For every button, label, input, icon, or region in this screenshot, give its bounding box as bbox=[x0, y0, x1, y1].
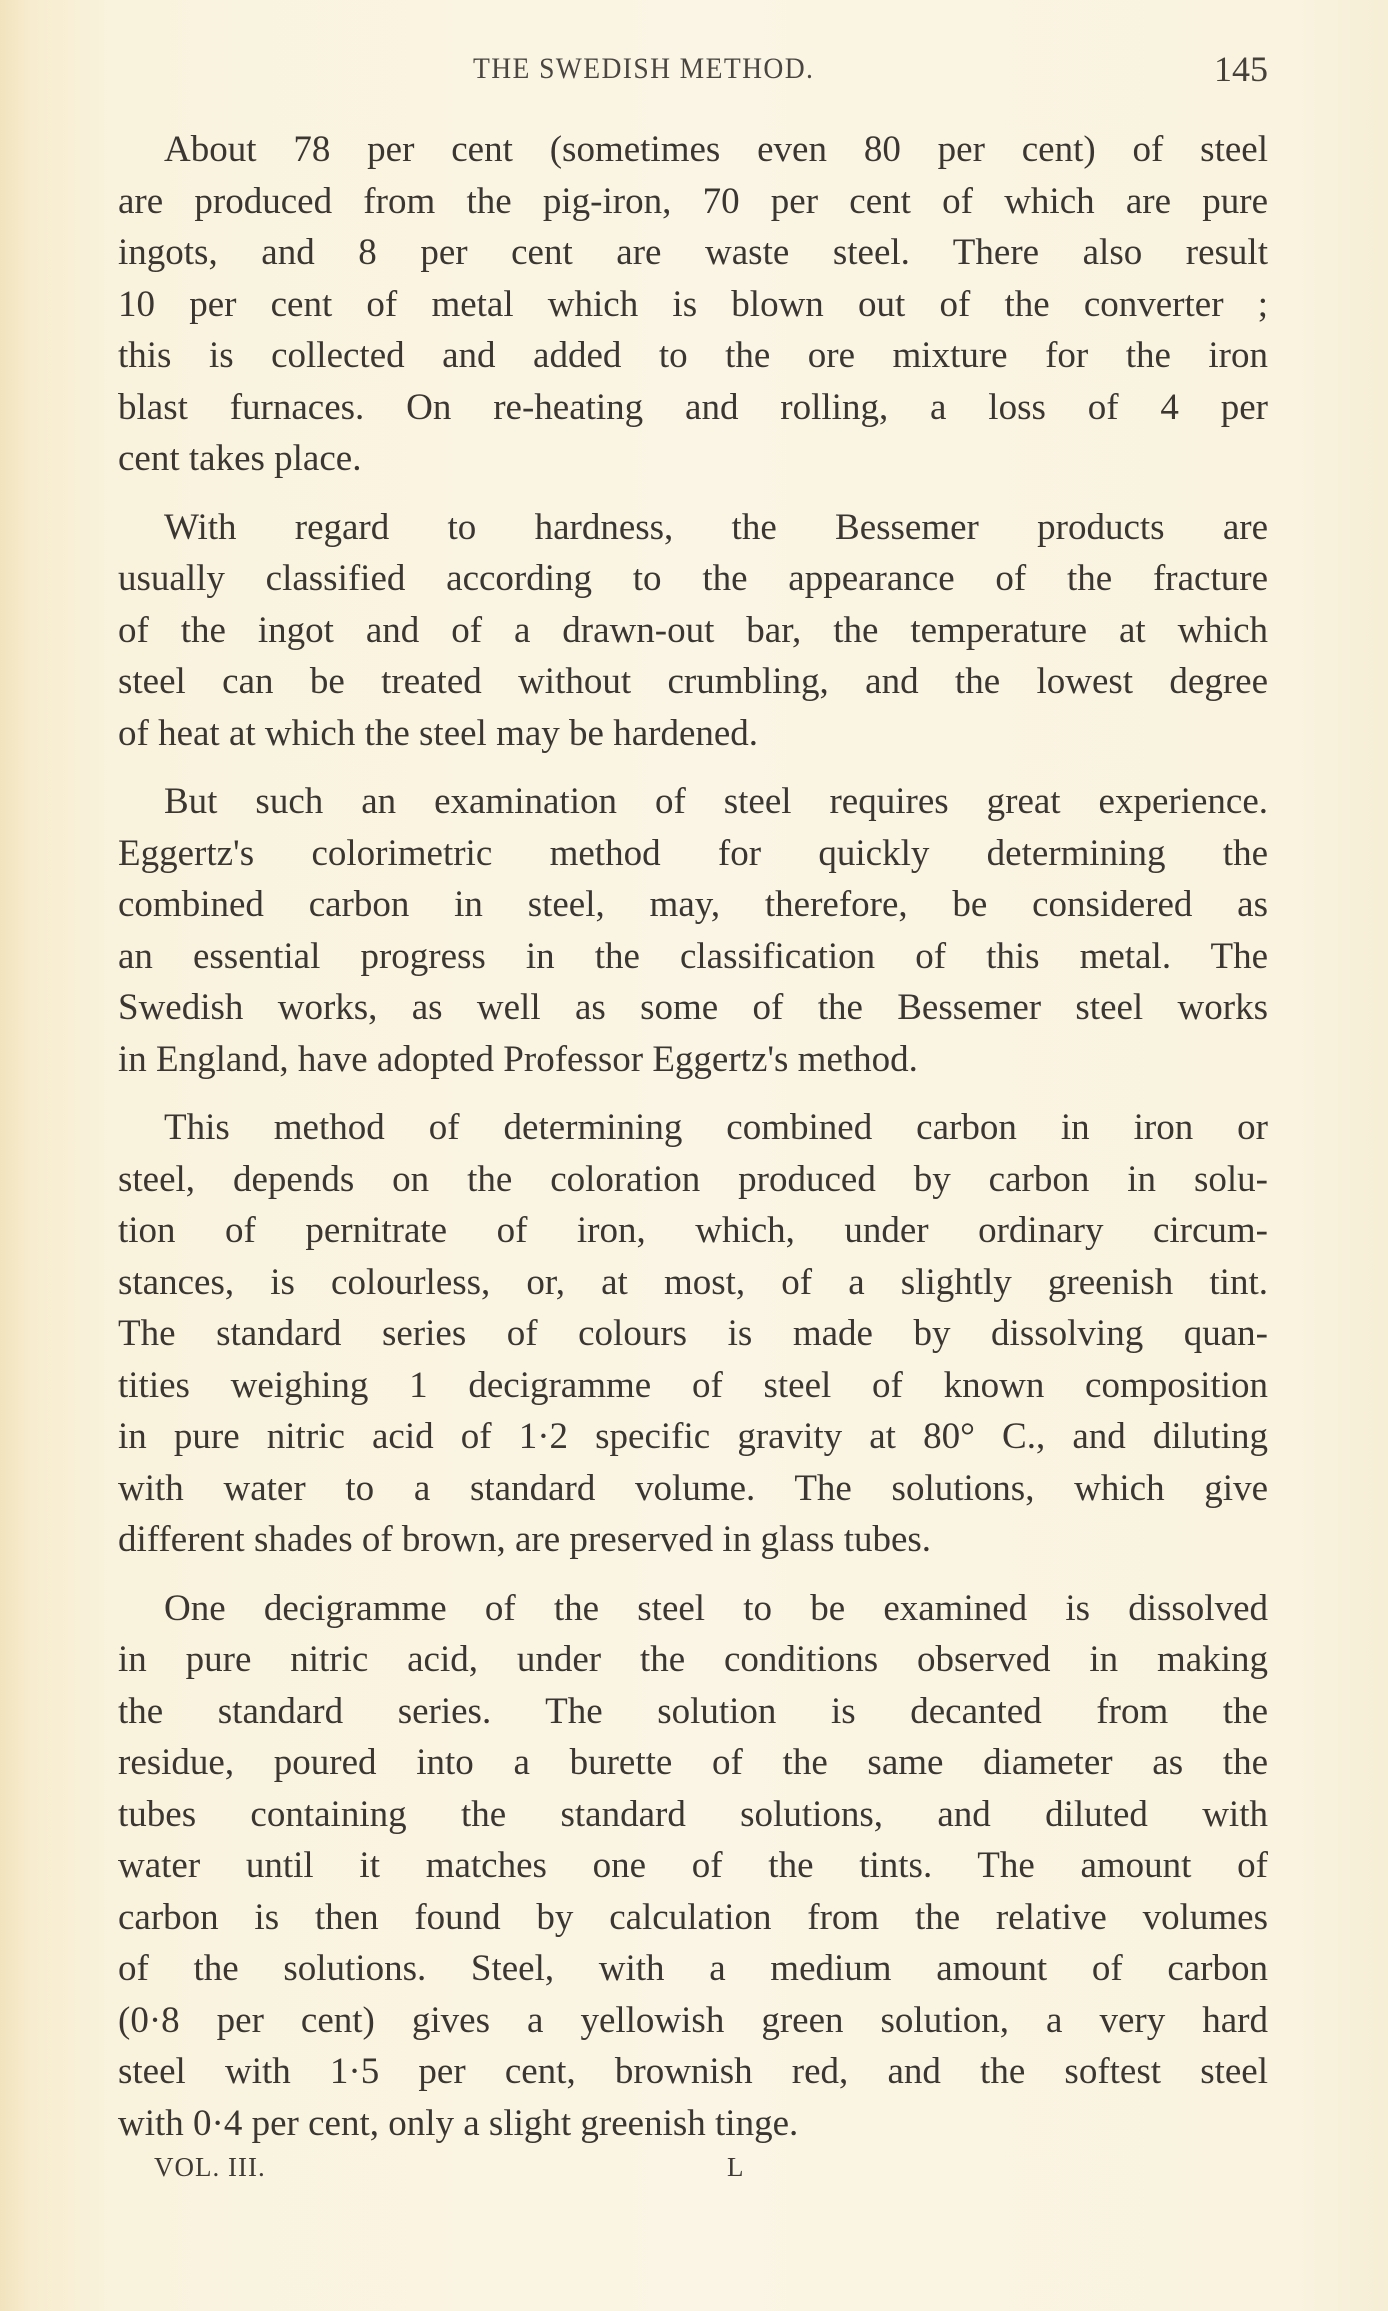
paragraph-coloration bbox=[118, 1102, 1268, 1566]
signature-mark: L bbox=[727, 2152, 745, 2182]
text-line: tubes containing the standard solutions, and diluted with bbox=[118, 1793, 1268, 1835]
text-line: of the ingot and of a drawn-out bar, the temperature at which bbox=[118, 609, 1268, 651]
text-line: in pure nitric acid of 1·2 specific gravity at 80° C., and diluting bbox=[118, 1416, 1268, 1457]
text-line: One decigramme of the steel to be examined is dissolved bbox=[164, 1587, 1268, 1629]
text-line: stances, is colourless, or, at most, of a slightly greenish tint. bbox=[118, 1261, 1268, 1303]
text-line: steel with 1·5 per cent, brownish red, and the softest steel bbox=[118, 2051, 1268, 2092]
paragraph-yield bbox=[118, 124, 1268, 485]
paragraph-hardness bbox=[118, 502, 1268, 760]
text-line: different shades of brown, are preserved in glass tubes. bbox=[118, 1519, 932, 1560]
text-line: with water to a standard volume. The solutions, which give bbox=[118, 1467, 1268, 1509]
text-line: steel can be treated without crumbling, and the lowest degree bbox=[118, 661, 1268, 702]
text-line: in England, have adopted Professor Eggertz's method. bbox=[118, 1038, 918, 1080]
text-line: of the solutions. Steel, with a medium amount of carbon bbox=[118, 1948, 1268, 1989]
page-footer bbox=[154, 2152, 1154, 2192]
text-line: blast furnaces. On re-heating and rolling, a loss of 4 per bbox=[118, 386, 1268, 428]
text-line: cent takes place. bbox=[118, 438, 362, 479]
text-line: in pure nitric acid, under the conditions observed in making bbox=[118, 1639, 1268, 1680]
text-line: water until it matches one of the tints. The amount of bbox=[118, 1845, 1268, 1886]
text-line: But such an examination of steel requires great experience. bbox=[164, 781, 1268, 822]
text-line: The standard series of colours is made by dissolving quan- bbox=[118, 1313, 1268, 1354]
text-line: Swedish works, as well as some of the Bessemer steel works bbox=[118, 987, 1268, 1028]
text-line: this is collected and added to the ore mixture for the iron bbox=[118, 335, 1268, 376]
text-line: About 78 per cent (sometimes even 80 per cent) of steel bbox=[164, 129, 1268, 170]
text-line: residue, poured into a burette of the same diameter as the bbox=[118, 1742, 1268, 1783]
running-title: THE SWEDISH METHOD. bbox=[473, 52, 815, 85]
text-line: are produced from the pig-iron, 70 per cent of which are pure bbox=[118, 180, 1268, 222]
text-line: 10 per cent of metal which is blown out of the converter ; bbox=[118, 283, 1268, 325]
volume-label: VOL. III. bbox=[154, 2152, 266, 2182]
page-number: 145 bbox=[1214, 49, 1268, 89]
text-line: steel, depends on the coloration produced by carbon in solu- bbox=[118, 1158, 1268, 1200]
text-line: with 0·4 per cent, only a slight greenish tinge. bbox=[118, 2102, 799, 2144]
running-head bbox=[118, 48, 1268, 92]
text-line: an essential progress in the classification of this metal. The bbox=[118, 935, 1268, 977]
paragraph-examination-procedure bbox=[118, 1583, 1268, 2150]
text-line: With regard to hardness, the Bessemer products are bbox=[164, 506, 1268, 548]
text-line: tion of pernitrate of iron, which, under ordinary circum- bbox=[118, 1210, 1268, 1251]
text-line: ingots, and 8 per cent are waste steel. There also result bbox=[118, 232, 1268, 273]
text-line: of heat at which the steel may be hardened. bbox=[118, 712, 759, 754]
text-line: (0·8 per cent) gives a yellowish green solution, a very hard bbox=[118, 1999, 1268, 2041]
text-line: This method of determining combined carbon in iron or bbox=[164, 1107, 1268, 1148]
body-text bbox=[118, 124, 1268, 2166]
text-line: the standard series. The solution is decanted from the bbox=[118, 1690, 1268, 1732]
text-line: combined carbon in steel, may, therefore, be considered as bbox=[118, 884, 1268, 925]
paragraph-eggertz-method bbox=[118, 776, 1268, 1085]
text-line: tities weighing 1 decigramme of steel of known composition bbox=[118, 1364, 1268, 1406]
text-line: carbon is then found by calculation from the relative volumes bbox=[118, 1896, 1268, 1938]
text-line: usually classified according to the appearance of the fracture bbox=[118, 558, 1268, 599]
text-line: Eggertz's colorimetric method for quickly determining the bbox=[118, 832, 1268, 874]
